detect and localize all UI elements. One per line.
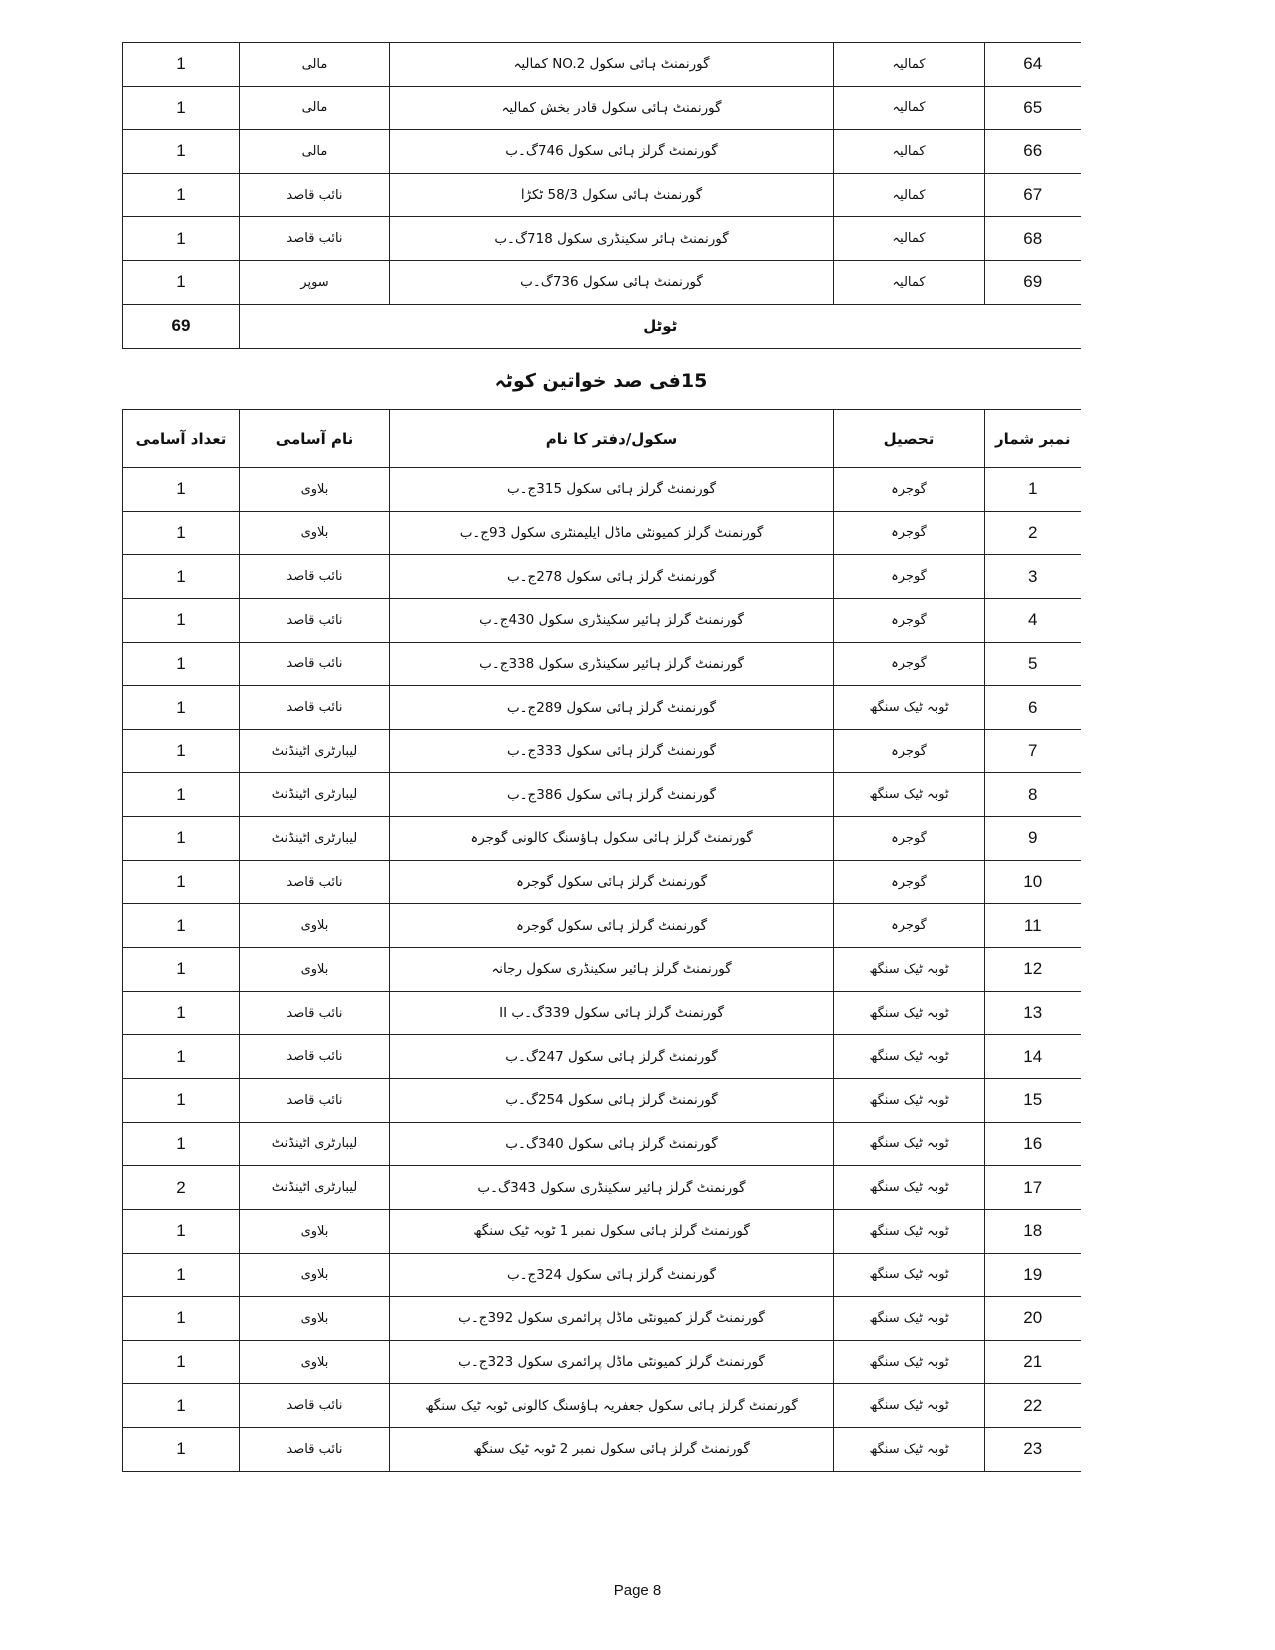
cell-sr: 12 <box>985 948 1081 992</box>
table-row <box>123 598 1081 642</box>
cell-tehsil: گوجرہ <box>834 555 985 599</box>
table-row <box>123 860 1081 904</box>
cell-tehsil: ٹوبہ ٹیک سنگھ <box>834 948 985 992</box>
cell-sr: 18 <box>985 1209 1081 1253</box>
cell-post: مالی <box>240 130 390 174</box>
cell-school: گورنمنٹ گرلز ہائی سکول 247گ۔ب <box>390 1035 834 1079</box>
cell-sr: 21 <box>985 1340 1081 1384</box>
cell-sr: 23 <box>985 1428 1081 1472</box>
table-row <box>123 817 1081 861</box>
cell-count: 1 <box>123 1384 240 1428</box>
cell-sr: 6 <box>985 686 1081 730</box>
main-table-body <box>123 468 1081 1472</box>
table-row <box>123 773 1081 817</box>
cell-post: مالی <box>240 43 390 87</box>
top-table <box>122 42 1081 349</box>
cell-tehsil: کمالیہ <box>834 86 985 130</box>
cell-tehsil: کمالیہ <box>834 173 985 217</box>
header-row <box>123 410 1081 468</box>
table-row <box>123 1297 1081 1341</box>
table-row <box>123 130 1081 174</box>
table-row <box>123 1253 1081 1297</box>
cell-count: 1 <box>123 991 240 1035</box>
cell-tehsil: ٹوبہ ٹیک سنگھ <box>834 1340 985 1384</box>
cell-school: گورنمنٹ گرلز ہائی سکول گوجرہ <box>390 860 834 904</box>
cell-tehsil: ٹوبہ ٹیک سنگھ <box>834 1035 985 1079</box>
top-table-body <box>123 43 1081 349</box>
cell-count: 1 <box>123 43 240 87</box>
cell-school: گورنمنٹ گرلز ہائیر سکینڈری سکول 343گ۔ب <box>390 1166 834 1210</box>
cell-count: 1 <box>123 817 240 861</box>
cell-count: 1 <box>123 686 240 730</box>
cell-tehsil: گوجرہ <box>834 817 985 861</box>
cell-count: 1 <box>123 1035 240 1079</box>
cell-tehsil: کمالیہ <box>834 43 985 87</box>
cell-post: نائب قاصد <box>240 686 390 730</box>
cell-post: نائب قاصد <box>240 642 390 686</box>
cell-count: 2 <box>123 1166 240 1210</box>
table-row <box>123 1035 1081 1079</box>
cell-sr: 22 <box>985 1384 1081 1428</box>
cell-tehsil: ٹوبہ ٹیک سنگھ <box>834 1428 985 1472</box>
table-row <box>123 173 1081 217</box>
cell-post: نائب قاصد <box>240 1384 390 1428</box>
cell-post: مالی <box>240 86 390 130</box>
cell-post: بلاوی <box>240 1297 390 1341</box>
cell-post: نائب قاصد <box>240 1428 390 1472</box>
cell-school: گورنمنٹ گرلز ہائی سکول 315ج۔ب <box>390 468 834 512</box>
header-count: تعداد آسامی <box>123 410 240 468</box>
cell-count: 1 <box>123 217 240 261</box>
cell-tehsil: گوجرہ <box>834 860 985 904</box>
cell-tehsil: کمالیہ <box>834 260 985 304</box>
table-row <box>123 468 1081 512</box>
cell-post: لیبارٹری اٹینڈنٹ <box>240 773 390 817</box>
cell-post: بلاوی <box>240 904 390 948</box>
cell-school: گورنمنٹ گرلز ہائی سکول 254گ۔ب <box>390 1078 834 1122</box>
table-row <box>123 260 1081 304</box>
cell-count: 1 <box>123 729 240 773</box>
cell-tehsil: ٹوبہ ٹیک سنگھ <box>834 991 985 1035</box>
cell-tehsil: ٹوبہ ٹیک سنگھ <box>834 1384 985 1428</box>
cell-school: گورنمنٹ گرلز ہائی سکول 289ج۔ب <box>390 686 834 730</box>
table-row <box>123 1122 1081 1166</box>
table-row <box>123 1209 1081 1253</box>
cell-tehsil: کمالیہ <box>834 217 985 261</box>
table-row <box>123 1384 1081 1428</box>
table-row <box>123 686 1081 730</box>
cell-count: 1 <box>123 555 240 599</box>
cell-count: 1 <box>123 1122 240 1166</box>
cell-count: 1 <box>123 86 240 130</box>
table-row <box>123 555 1081 599</box>
cell-post: بلاوی <box>240 468 390 512</box>
cell-count: 1 <box>123 511 240 555</box>
cell-post: نائب قاصد <box>240 217 390 261</box>
cell-tehsil: ٹوبہ ٹیک سنگھ <box>834 1297 985 1341</box>
cell-post: نائب قاصد <box>240 1078 390 1122</box>
cell-sr: 13 <box>985 991 1081 1035</box>
cell-sr: 15 <box>985 1078 1081 1122</box>
cell-school: گورنمنٹ گرلز ہائی سکول 324ج۔ب <box>390 1253 834 1297</box>
cell-school: گورنمنٹ گرلز ہائی سکول 746گ۔ب <box>390 130 834 174</box>
cell-school: گورنمنٹ گرلز ہائی سکول 278ج۔ب <box>390 555 834 599</box>
cell-school: گورنمنٹ ہائی سکول 736گ۔ب <box>390 260 834 304</box>
cell-post: نائب قاصد <box>240 173 390 217</box>
cell-count: 1 <box>123 642 240 686</box>
cell-school: گورنمنٹ گرلز ہائی سکول 386ج۔ب <box>390 773 834 817</box>
cell-school: گورنمنٹ ہائی سکول 58/3 ٹکڑا <box>390 173 834 217</box>
main-table <box>122 409 1081 1472</box>
cell-sr: 10 <box>985 860 1081 904</box>
cell-count: 1 <box>123 1253 240 1297</box>
cell-tehsil: گوجرہ <box>834 468 985 512</box>
total-label: ٹوٹل <box>240 304 1081 348</box>
cell-tehsil: ٹوبہ ٹیک سنگھ <box>834 1209 985 1253</box>
table-row <box>123 1078 1081 1122</box>
cell-post: نائب قاصد <box>240 991 390 1035</box>
cell-sr: 68 <box>985 217 1081 261</box>
cell-tehsil: گوجرہ <box>834 729 985 773</box>
header-post: نام آسامی <box>240 410 390 468</box>
cell-tehsil: ٹوبہ ٹیک سنگھ <box>834 1253 985 1297</box>
cell-count: 1 <box>123 948 240 992</box>
cell-post: لیبارٹری اٹینڈنٹ <box>240 1122 390 1166</box>
header-school: سکول/دفتر کا نام <box>390 410 834 468</box>
cell-tehsil: گوجرہ <box>834 598 985 642</box>
cell-tehsil: گوجرہ <box>834 642 985 686</box>
cell-tehsil: ٹوبہ ٹیک سنگھ <box>834 686 985 730</box>
cell-count: 1 <box>123 773 240 817</box>
cell-count: 1 <box>123 130 240 174</box>
cell-school: گورنمنٹ گرلز ہائیر سکینڈری سکول رجانہ <box>390 948 834 992</box>
cell-tehsil: گوجرہ <box>834 904 985 948</box>
section-title: 15فی صد خواتین کوٹہ <box>494 370 708 392</box>
cell-school: گورنمنٹ گرلز کمیونٹی ماڈل پرائمری سکول 392ج۔ب <box>390 1297 834 1341</box>
table-row <box>123 86 1081 130</box>
cell-school: گورنمنٹ گرلز ہائی سکول ہاؤسنگ کالونی گوجرہ <box>390 817 834 861</box>
cell-sr: 67 <box>985 173 1081 217</box>
table-row <box>123 1166 1081 1210</box>
cell-school: گورنمنٹ گرلز ہائی سکول جعفریہ ہاؤسنگ کالونی ٹوبہ ٹیک سنگھ <box>390 1384 834 1428</box>
cell-post: بلاوی <box>240 1253 390 1297</box>
cell-school: گورنمنٹ ہائی سکول NO.2 کمالیہ <box>390 43 834 87</box>
table-row <box>123 642 1081 686</box>
total-value: 69 <box>123 304 240 348</box>
cell-post: لیبارٹری اٹینڈنٹ <box>240 817 390 861</box>
cell-tehsil: کمالیہ <box>834 130 985 174</box>
cell-school: گورنمنٹ گرلز کمیونٹی ماڈل پرائمری سکول 323ج۔ب <box>390 1340 834 1384</box>
cell-sr: 1 <box>985 468 1081 512</box>
cell-count: 1 <box>123 1340 240 1384</box>
table-row <box>123 1428 1081 1472</box>
cell-post: نائب قاصد <box>240 1035 390 1079</box>
cell-school: گورنمنٹ ہائر سکینڈری سکول 718گ۔ب <box>390 217 834 261</box>
cell-post: بلاوی <box>240 511 390 555</box>
cell-post: سوپر <box>240 260 390 304</box>
table-row <box>123 511 1081 555</box>
cell-sr: 5 <box>985 642 1081 686</box>
cell-school: گورنمنٹ گرلز ہائی سکول نمبر 2 ٹوبہ ٹیک سنگھ <box>390 1428 834 1472</box>
cell-post: نائب قاصد <box>240 860 390 904</box>
cell-sr: 66 <box>985 130 1081 174</box>
header-tehsil: تحصیل <box>834 410 985 468</box>
cell-school: گورنمنٹ گرلز ہائی سکول 339گ۔ب II <box>390 991 834 1035</box>
table-row <box>123 991 1081 1035</box>
cell-sr: 2 <box>985 511 1081 555</box>
table-row <box>123 43 1081 87</box>
cell-sr: 4 <box>985 598 1081 642</box>
cell-post: لیبارٹری اٹینڈنٹ <box>240 1166 390 1210</box>
cell-sr: 7 <box>985 729 1081 773</box>
cell-count: 1 <box>123 468 240 512</box>
cell-tehsil: ٹوبہ ٹیک سنگھ <box>834 1122 985 1166</box>
cell-count: 1 <box>123 1209 240 1253</box>
cell-count: 1 <box>123 260 240 304</box>
cell-tehsil: ٹوبہ ٹیک سنگھ <box>834 773 985 817</box>
cell-school: گورنمنٹ گرلز ہائی سکول گوجرہ <box>390 904 834 948</box>
cell-tehsil: ٹوبہ ٹیک سنگھ <box>834 1078 985 1122</box>
table-row <box>123 948 1081 992</box>
cell-sr: 16 <box>985 1122 1081 1166</box>
table-row <box>123 904 1081 948</box>
cell-sr: 65 <box>985 86 1081 130</box>
cell-sr: 14 <box>985 1035 1081 1079</box>
cell-post: بلاوی <box>240 1209 390 1253</box>
cell-sr: 64 <box>985 43 1081 87</box>
total-row <box>123 304 1081 348</box>
cell-school: گورنمنٹ گرلز ہائی سکول 340گ۔ب <box>390 1122 834 1166</box>
table-row <box>123 729 1081 773</box>
cell-school: گورنمنٹ گرلز ہائیر سکینڈری سکول 338ج۔ب <box>390 642 834 686</box>
cell-sr: 9 <box>985 817 1081 861</box>
table-row <box>123 217 1081 261</box>
cell-count: 1 <box>123 1428 240 1472</box>
cell-post: نائب قاصد <box>240 598 390 642</box>
cell-school: گورنمنٹ گرلز ہائی سکول نمبر 1 ٹوبہ ٹیک سنگھ <box>390 1209 834 1253</box>
cell-post: بلاوی <box>240 1340 390 1384</box>
cell-sr: 19 <box>985 1253 1081 1297</box>
table-row <box>123 1340 1081 1384</box>
cell-school: گورنمنٹ گرلز کمیونٹی ماڈل ایلیمنٹری سکول 93ج۔ب <box>390 511 834 555</box>
cell-tehsil: گوجرہ <box>834 511 985 555</box>
cell-sr: 17 <box>985 1166 1081 1210</box>
cell-post: نائب قاصد <box>240 555 390 599</box>
cell-count: 1 <box>123 904 240 948</box>
cell-post: لیبارٹری اٹینڈنٹ <box>240 729 390 773</box>
cell-sr: 20 <box>985 1297 1081 1341</box>
header-sr: نمبر شمار <box>985 410 1081 468</box>
cell-school: گورنمنٹ گرلز ہائی سکول 333ج۔ب <box>390 729 834 773</box>
cell-post: بلاوی <box>240 948 390 992</box>
cell-count: 1 <box>123 860 240 904</box>
cell-count: 1 <box>123 598 240 642</box>
cell-count: 1 <box>123 1297 240 1341</box>
cell-school: گورنمنٹ ہائی سکول قادر بخش کمالیہ <box>390 86 834 130</box>
cell-sr: 8 <box>985 773 1081 817</box>
cell-sr: 11 <box>985 904 1081 948</box>
cell-count: 1 <box>123 173 240 217</box>
page-number: Page 8 <box>613 1582 662 1599</box>
cell-count: 1 <box>123 1078 240 1122</box>
cell-school: گورنمنٹ گرلز ہائیر سکینڈری سکول 430ج۔ب <box>390 598 834 642</box>
cell-tehsil: ٹوبہ ٹیک سنگھ <box>834 1166 985 1210</box>
cell-sr: 3 <box>985 555 1081 599</box>
cell-sr: 69 <box>985 260 1081 304</box>
